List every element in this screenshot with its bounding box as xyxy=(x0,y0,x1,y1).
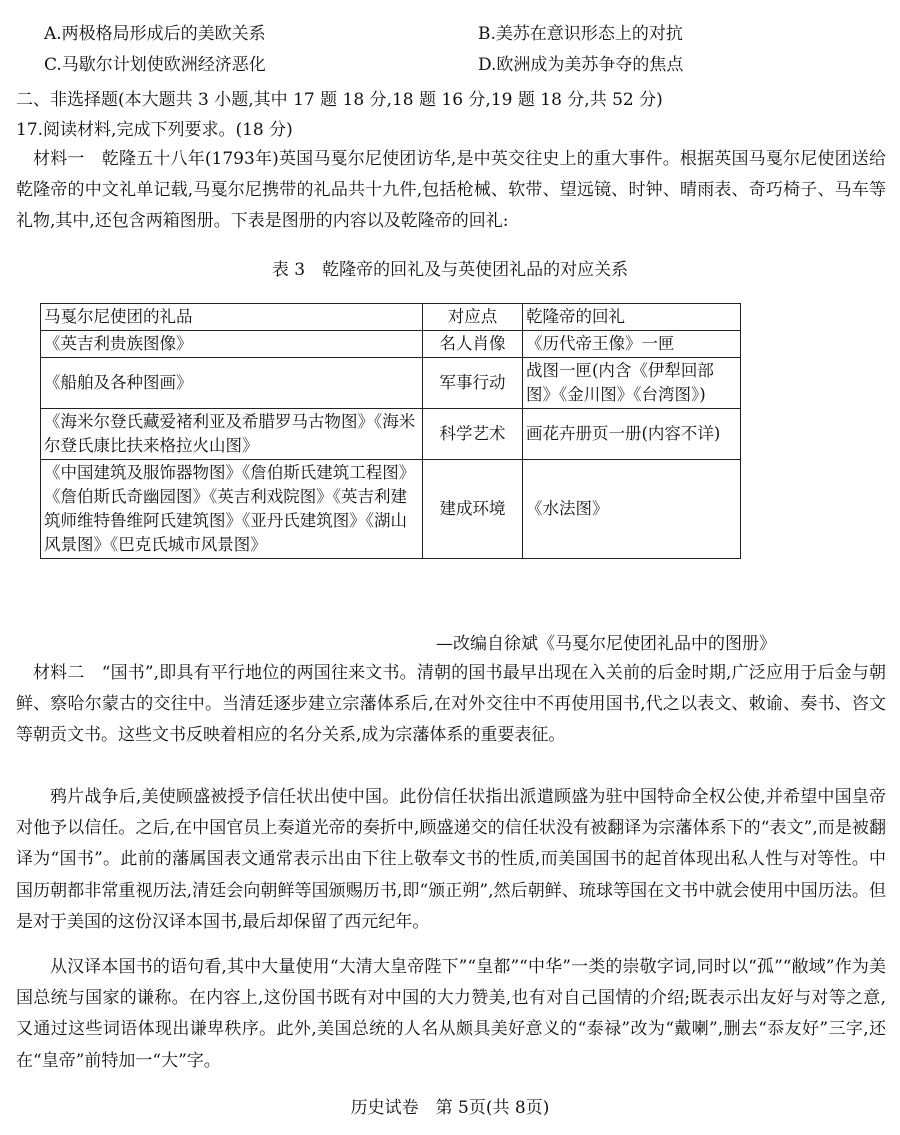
cell-correspondence: 名人肖像 xyxy=(423,331,523,358)
cell-return-gift: 《历代帝王像》一匣 xyxy=(523,331,741,358)
header-qianlong-return: 乾隆帝的回礼 xyxy=(523,304,741,331)
option-d: D.欧洲成为美苏争夺的焦点 xyxy=(478,55,684,75)
material-2-paragraph-2: 鸦片战争后,美使顾盛被授予信任状出使中国。此份信任状指出派遣顾盛为驻中国特命全权公使,并希望中国皇帝对他予以信任。之后,在中国官员上奏道光帝的奏折中,顾盛递交的信任状没有被翻译为宗藩体系下的“表文”,而是被翻译为“国书”。此前的藩属国表文通常表示出由下往上敬奉文书的性质,而美国国书的起首体现出私人性与对等性。中国历朝都非常重视历法,清廷会向朝鲜等国颁赐历书,即“颁正朔”,然后朝鲜、琉球等国在文书中就会使用中国历法。但是对于美国的这份汉译本国书,最后却保留了西元纪年。 xyxy=(16,787,886,932)
material-2-paragraph-1: 材料二 “国书”,即具有平行地位的两国往来文书。清朝的国书最早出现在入关前的后金时期,广泛应用于后金与朝鲜、察哈尔蒙古的交往中。当清廷逐步建立宗藩体系后,在对外交往中不再使用国书,代之以表文、敕谕、奏书、咨文等朝贡文书。这些文书反映着相应的名分关系,成为宗藩体系的重要表征。 xyxy=(16,663,886,746)
option-a: A.两极格局形成后的美欧关系 xyxy=(44,24,266,44)
material-2-paragraph-3: 从汉译本国书的语句看,其中大量使用“大清大皇帝陛下”“皇都”“中华”一类的崇敬字词,同时以“孤”“敝域”作为美国总统与国家的谦称。在内容上,这份国书既有对中国的大力赞美,也有对自己国情的介绍;既表示出友好与对等之意,又通过这些词语体现出谦卑秩序。此外,美国总统的人名从颇具美好意义的“泰禄”改为“戴喇”,删去“忝友好”三字,还在“皇帝”前特加一“大”字。 xyxy=(16,957,886,1071)
cell-british-gift: 《英吉利贵族图像》 xyxy=(41,331,423,358)
header-correspondence: 对应点 xyxy=(423,304,523,331)
cell-british-gift: 《中国建筑及服饰器物图》《詹伯斯氏建筑工程图》《詹伯斯氏奇幽园图》《英吉利戏院图》《英吉利建筑师维特鲁维阿氏建筑图》《亚丹氏建筑图》《湖山风景图》《巴克氏城市风景图》 xyxy=(41,460,423,559)
option-b: B.美苏在意识形态上的对抗 xyxy=(478,24,683,44)
table-row xyxy=(41,358,741,409)
cell-correspondence: 军事行动 xyxy=(423,358,523,409)
option-c: C.马歇尔计划使欧洲经济恶化 xyxy=(44,55,266,75)
cell-british-gift: 《船舶及各种图画》 xyxy=(41,358,423,409)
cell-correspondence: 建成环境 xyxy=(423,460,523,559)
header-british-gifts: 马戛尔尼使团的礼品 xyxy=(41,304,423,331)
page-footer: 历史试卷 第 5页(共 8页) xyxy=(350,1098,550,1118)
cell-british-gift: 《海米尔登氏藏爱褚利亚及希腊罗马古物图》《海米尔登氏康比扶来格拉火山图》 xyxy=(41,409,423,460)
material-1: 材料一 乾隆五十八年(1793年)英国马戛尔尼使团访华,是中英交往史上的重大事件。根据英国马戛尔尼使团送给乾隆帝的中文礼单记载,马戛尔尼携带的礼品共十九件,包括枪械、软带、望远镜、时钟、晴雨表、奇巧椅子、马车等礼物,其中,还包含两箱图册。下表是图册的内容以及乾隆帝的回礼: xyxy=(16,149,886,232)
table-header-row xyxy=(41,304,741,331)
cell-return-gift: 画花卉册页一册(内容不详) xyxy=(523,409,741,460)
gifts-table xyxy=(40,303,741,559)
cell-correspondence: 科学艺术 xyxy=(423,409,523,460)
cell-return-gift: 《水法图》 xyxy=(523,460,741,559)
table-row xyxy=(41,409,741,460)
section-heading: 二、非选择题(本大题共 3 小题,其中 17 题 18 分,18 题 16 分,19 题 18 分,共 52 分) xyxy=(16,90,663,110)
question-17: 17.阅读材料,完成下列要求。(18 分) xyxy=(16,120,293,140)
table-source: —改编自徐斌《马戛尔尼使团礼品中的图册》 xyxy=(436,634,776,654)
table-row xyxy=(41,460,741,559)
table-caption: 表 3 乾隆帝的回礼及与英使团礼品的对应关系 xyxy=(271,260,629,280)
table-row xyxy=(41,331,741,358)
cell-return-gift: 战图一匣(内含《伊犁回部图》《金川图》《台湾图》) xyxy=(523,358,741,409)
